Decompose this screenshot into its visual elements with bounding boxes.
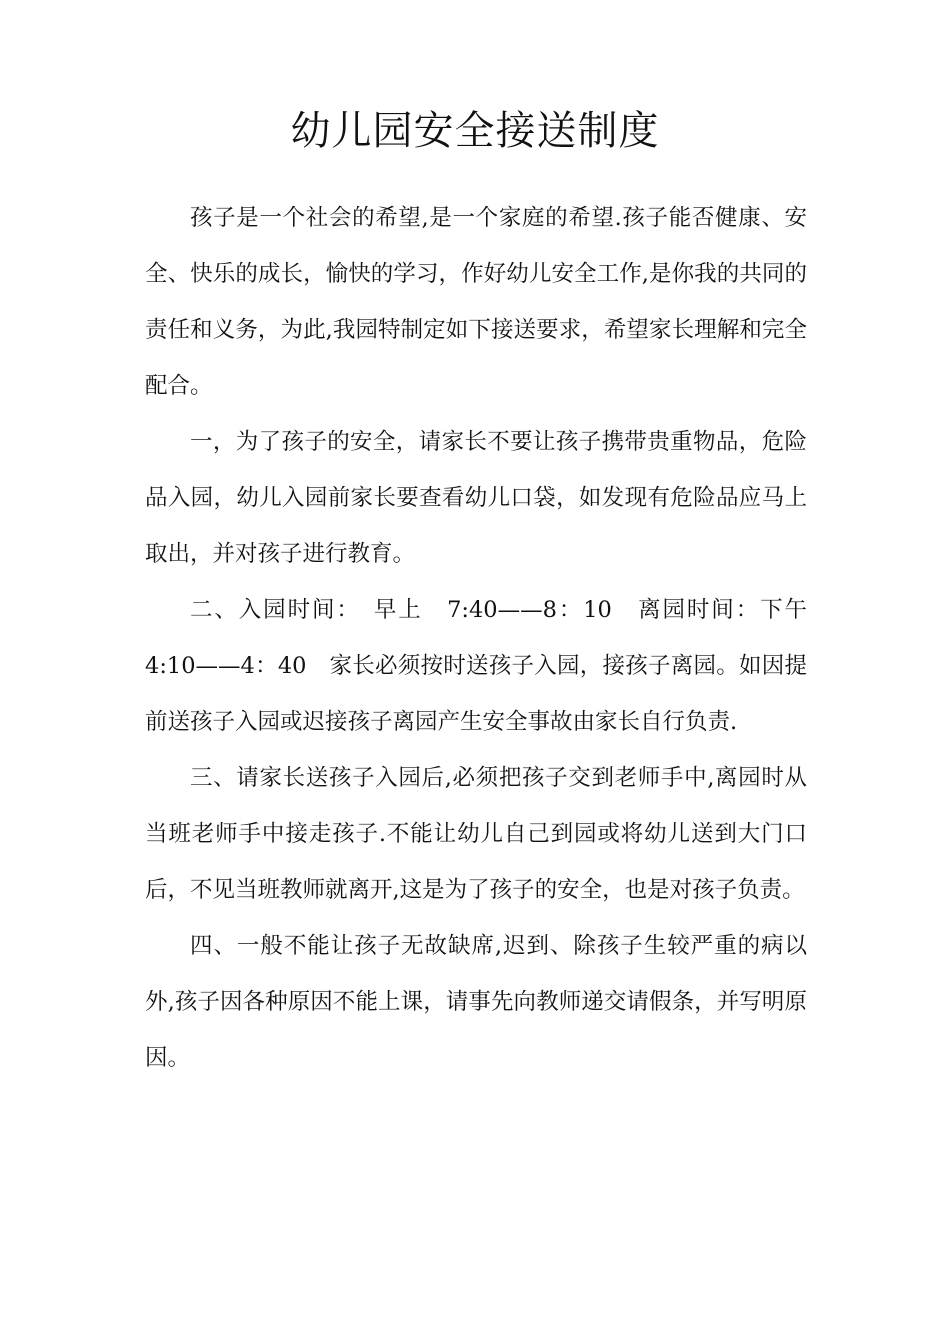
paragraph-intro: 孩子是一个社会的希望,是一个家庭的希望.孩子能否健康、安全、快乐的成长，愉快的学习，作好幼儿安全工作,是你我的共同的责任和义务，为此,我园特制定如下接送要求，希望家长理解和完全配合。 [145,205,807,399]
paragraph-rule-1: 一，为了孩子的安全，请家长不要让孩子携带贵重物品，危险品入园，幼儿入园前家长要查看幼儿口袋，如发现有危险品应马上取出，并对孩子进行教育。 [145,429,807,567]
document-body [145,190,830,1086]
paragraph-rule-3: 三、请家长送孩子入园后,必须把孩子交到老师手中,离园时从当班老师手中接走孩子.不能让幼儿自己到园或将幼儿送到大门口后，不见当班教师就离开,这是为了孩子的安全，也是对孩子负责。 [145,765,807,903]
paragraph-rule-4: 四、一般不能让孩子无故缺席,迟到、除孩子生较严重的病以外,孩子因各种原因不能上课，请事先向教师递交请假条，并写明原因。 [145,933,807,1071]
paragraph-rule-2: 二、入园时间： 早上 7:40——8：10 离园时间：下午 4:10——4：40 家长必须按时送孩子入园，接孩子离园。如因提前送孩子入园或迟接孩子离园产生安全事故由家长自行负责. [145,597,830,735]
document-title: 幼儿园安全接送制度 [290,108,660,154]
